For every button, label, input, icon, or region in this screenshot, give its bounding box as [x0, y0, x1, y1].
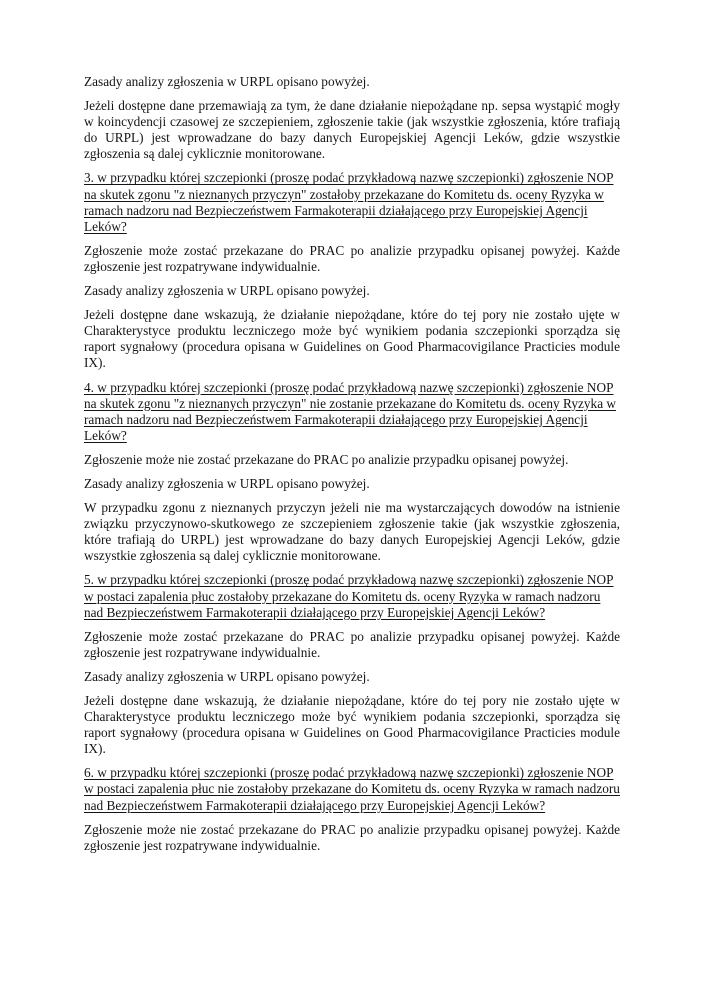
question-4: 4. w przypadku której szczepionki (proszę podać przykładową nazwę szczepionki) zgłoszenie NOP na skutek zgonu "z nieznanych przyczyn" nie zostanie przekazane do Komitetu ds. oceny Ryzyka w ramach nadzoru nad Bezpieczeństwem Farmakoterapii działającego przy Europejskiej Agencji Leków?: [84, 379, 617, 443]
paragraph-prac-not-forwarded-1: Zgłoszenie może nie zostać przekazane do PRAC po analizie przypadku opisanej powyżej.: [84, 451, 569, 467]
paragraph-signal-report-2: Jeżeli dostępne dane wskazują, że działanie niepożądane, które do tej pory nie zostało ujęte w Charakterystyce produktu leczniczego może być wynikiem podania szczepionki, sporządza się raport sygnałowy (procedura opisana w Guidelines on Good Pharmacovigilance Practicies module IX).: [84, 693, 620, 757]
paragraph-unknown-cause-death: W przypadku zgonu z nieznanych przyczyn jeżeli nie ma wystarczających dowodów na istnienie związku przyczynowo-skutkowego ze szczepieniem zgłoszenie takie (jak wszystkie zgłoszenia, które trafiają do URPL) jest wprowadzane do bazy danych Europejskiej Agencji Leków, gdzie wszystkie zgłoszenia są dalej cyklicznie monitorowane.: [84, 500, 620, 564]
paragraph-urpl-rules-4: Zasady analizy zgłoszenia w URPL opisano powyżej.: [84, 668, 370, 684]
paragraph-prac-forwarded-1: Zgłoszenie może zostać przekazane do PRAC po analizie przypadku opisanej powyżej. Każde zgłoszenie jest rozpatrywane indywidualnie.: [84, 242, 620, 274]
paragraph-prac-forwarded-2: Zgłoszenie może zostać przekazane do PRAC po analizie przypadku opisanej powyżej. Każde zgłoszenie jest rozpatrywane indywidualnie.: [84, 628, 620, 660]
paragraph-signal-report-1: Jeżeli dostępne dane wskazują, że działanie niepożądane, które do tej pory nie zostało ujęte w Charakterystyce produktu leczniczego może być wynikiem podania szczepionki sporządza się raport sygnałowy (procedura opisana w Guidelines on Good Pharmacovigilance Practicies module IX).: [84, 307, 620, 371]
paragraph-urpl-rules-1: Zasady analizy zgłoszenia w URPL opisano powyżej.: [84, 74, 370, 89]
question-6: 6. w przypadku której szczepionki (proszę podać przykładową nazwę szczepionki) zgłoszenie NOP w postaci zapalenia płuc nie zostałoby przekazane do Komitetu ds. oceny Ryzyka w ramach nadzoru nad Bezpieczeństwem Farmakoterapii działającego przy Europejskiej Agencji Leków?: [84, 765, 620, 813]
paragraph-coincidence-sepsa: Jeżeli dostępne dane przemawiają za tym, że dane działanie niepożądane np. sepsa wystąpić mogły w koincydencji czasowej ze szczepieniem, zgłoszenie takie (jak wszystkie zgłoszenia, które trafiają do URPL) jest wprowadzane do bazy danych Europejskiej Agencji Leków, gdzie wszystkie zgłoszenia są dalej cyklicznie monitorowane.: [84, 98, 620, 162]
paragraph-urpl-rules-3: Zasady analizy zgłoszenia w URPL opisano powyżej.: [84, 475, 370, 491]
paragraph-urpl-rules-2: Zasady analizy zgłoszenia w URPL opisano powyżej.: [84, 283, 370, 299]
question-5: 5. w przypadku której szczepionki (proszę podać przykładową nazwę szczepionki) zgłoszenie NOP w postaci zapalenia płuc zostałoby przekazane do Komitetu ds. oceny Ryzyka w ramach nadzoru nad Bezpieczeństwem Farmakoterapii działającego przy Europejskiej Agencji Leków?: [84, 572, 614, 620]
question-3: 3. w przypadku której szczepionki (proszę podać przykładową nazwę szczepionki) zgłoszenie NOP na skutek zgonu "z nieznanych przyczyn" zostałoby przekazane do Komitetu ds. oceny Ryzyka w ramach nadzoru nad Bezpieczeństwem Farmakoterapii działającego przy Europejskiej Agencji Leków?: [84, 170, 614, 234]
paragraph-prac-not-forwarded-2: Zgłoszenie może nie zostać przekazane do PRAC po analizie przypadku opisanej powyżej. Każde zgłoszenie jest rozpatrywane indywidualnie.: [84, 821, 620, 853]
